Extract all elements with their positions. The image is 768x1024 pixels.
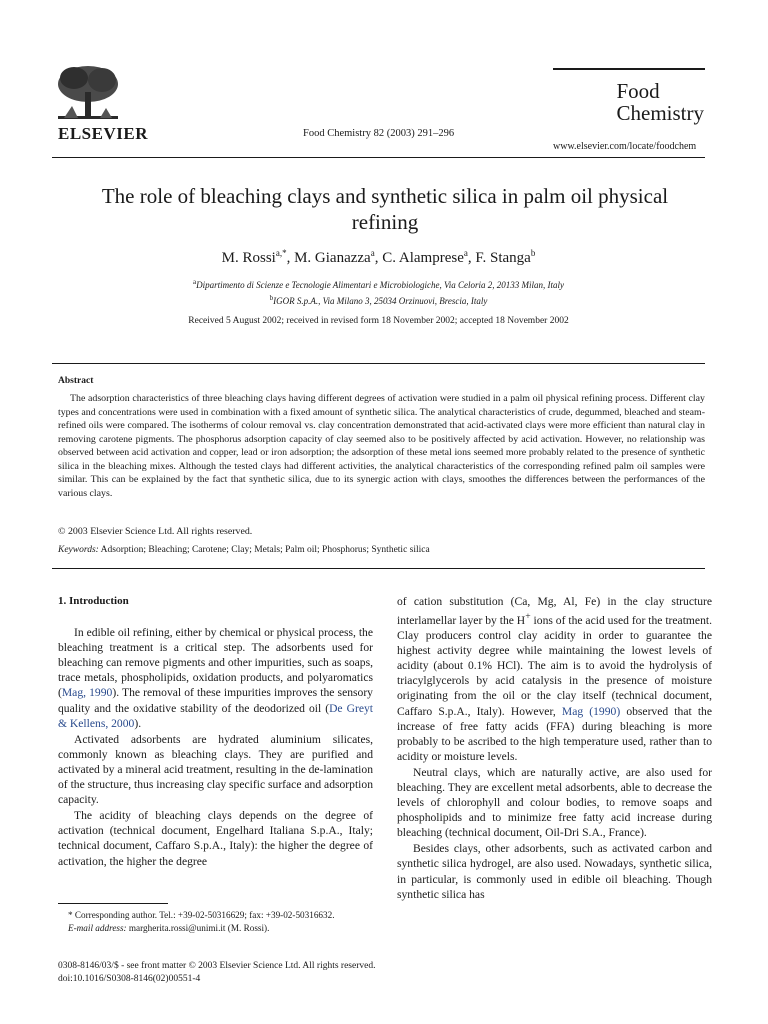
abstract-heading: Abstract xyxy=(58,376,94,386)
paragraph: In edible oil refining, either by chemical or physical process, the bleaching treatment is a critical step. The adsorbents used for bleaching can remove pigments and other impurities, such as soaps, trace metals, phospholipids, oxidation products, and polyaromatics (Mag, 1990). The removal of these impurities improves the sensory quality and the oxidative stability of the deodorized oil (De Greyt & Kellens, 2000). xyxy=(58,626,373,730)
journal-title-line2: Chemistry xyxy=(616,101,704,125)
affiliation-line: $^b$IGOR S.p.A., Via Milano 3, 25034 Orzinuovi, Brescia, Italy xyxy=(269,293,488,306)
abstract-body xyxy=(58,392,705,500)
abstract-bottom-divider xyxy=(52,568,705,569)
email-link[interactable]: margherita.rossi@unimi.it (M. Rossi). xyxy=(126,922,270,933)
author-name: C. Alamprese xyxy=(382,250,464,266)
author-affiliation-marker: a,* xyxy=(275,248,287,258)
abstract-text: The adsorption characteristics of three bleaching clays having different degrees of activation were studied in a palm oil physical refining process. Different clay types and concentrations were used in combination with a fixed amount of synthetic silica. The analytical characteristics of crude, degummed, bleached and steam-refined oils were compared. The isotherms of colour removal vs. clay concentration demonstrated that acid-activated clays were more efficient than natural clay in removing carotene pigments. The phosphorus adsorption capacity of clay seemed also to be positively affected by acid activation. However, no relationship was observed between acid activation and copper, lead or iron adsorption; the adsorption of these metal ions seemed more probably related to the presence of synthetic silica in the bleaching mixes. Although the tested clays had different activities, the analytical characteristics of the corresponding refined palm oil samples were similar. This can be explained by the fact that synthetic silica, due to its synergic action with clays, smoothes the differences between the performances of the various clays. xyxy=(58,393,705,499)
doi-line: doi:10.1016/S0308-8146(02)00551-4 xyxy=(58,974,201,984)
journal-title xyxy=(617,80,705,124)
paragraph: The acidity of bleaching clays depends on the degree of activation (technical document, Engelhard Italiana S.p.A., Italy; technical document, Caffaro S.p.A., Italy): the higher the degree of activation, the higher the degree xyxy=(58,809,373,868)
journal-divider xyxy=(553,68,705,70)
author-affiliation-marker: a xyxy=(463,248,468,258)
author-name: M. Rossi xyxy=(221,250,276,266)
header-divider xyxy=(52,157,705,158)
received-dates: Received 5 August 2002; received in revised form 18 November 2002; accepted 18 November 2002 xyxy=(188,316,569,326)
journal-title-line1: Food xyxy=(616,79,660,103)
keywords-line xyxy=(58,545,430,555)
article-title: The role of bleaching clays and synthetic silica in palm oil physical refining xyxy=(101,184,669,234)
left-column xyxy=(58,594,373,870)
section-heading-introduction: 1. Introduction xyxy=(58,595,129,607)
author-name: M. Gianazza xyxy=(294,250,371,266)
right-column xyxy=(397,594,712,903)
email-note: E-mail address: margherita.rossi@unimi.it (M. Rossi). xyxy=(68,922,270,933)
journal-citation: Food Chemistry 82 (2003) 291–296 xyxy=(303,128,455,139)
citation-link[interactable]: Mag (1990) xyxy=(561,704,621,718)
footnote xyxy=(58,909,373,934)
footnote-divider xyxy=(58,903,168,904)
paragraph: Activated adsorbents are hydrated aluminium silicates, commonly known as bleaching clays. They are purified and activated by a mineral acid treatment, resulting in the de-lamination of the structure, thus increasing clay specific surface and adsorption capacity. xyxy=(58,732,373,807)
author-name: F. Stanga xyxy=(475,250,531,266)
elsevier-tree-logo-icon xyxy=(52,62,124,124)
author-affiliation-marker: a xyxy=(370,248,375,258)
citation-link[interactable]: Mag, 1990 xyxy=(61,686,113,700)
paragraph: Neutral clays, which are naturally active, are also used for bleaching. They are excellent metal adsorbents, able to decrease the levels of chlorophyll and colour bodies, to remove soaps and phospholipids and to minimize free fatty acid increase during bleaching (technical document, Oil-Dri S.A., France). xyxy=(397,765,712,840)
keywords-list: Adsorption; Bleaching; Carotene; Clay; Metals; Palm oil; Phosphorus; Synthetic silica xyxy=(100,545,430,555)
affiliation-line: $^a$Dipartimento di Scienze e Tecnologie Alimentari e Microbiologiche, Via Celoria 2, 20133 Milan, Italy xyxy=(192,278,565,290)
publisher-name: ELSEVIER xyxy=(58,124,148,143)
citation-link[interactable]: De Greyt & Kellens, 2000 xyxy=(58,701,373,730)
abstract-top-divider xyxy=(52,363,705,364)
abstract-copyright: © 2003 Elsevier Science Ltd. All rights reserved. xyxy=(58,526,253,537)
journal-url-link[interactable]: www.elsevier.com/locate/foodchem xyxy=(553,141,697,152)
author-affiliation-marker: b xyxy=(530,248,536,258)
publication-meta xyxy=(58,960,375,986)
corresponding-author-note: * Corresponding author. Tel.: +39-02-50316629; fax: +39-02-50316632. xyxy=(68,910,335,920)
issn-line: 0308-8146/03/$ - see front matter © 2003 Elsevier Science Ltd. All rights reserved. xyxy=(58,961,376,971)
affiliations xyxy=(52,276,705,307)
author-list: M. Rossi$^{a,*}$, M. Gianazza$^a$, C. Alamprese$^a$, F. Stanga$^b$ xyxy=(221,248,536,266)
paragraph: Besides clays, other adsorbents, such as activated carbon and synthetic silica hydrogel, are also used. Nowadays, synthetic silica, in particular, is commonly used in edible oil bleaching. Though synthetic silica has xyxy=(397,842,712,901)
paragraph: of cation substitution (Ca, Mg, Al, Fe) in the clay structure interlamellar layer by the H+ ions of the acid used for the treatment. Clay producers control clay acidity in order to guarantee the highest activity degree while maintaining the lowest levels of acidity (about 0.1% HCl). The aim is to avoid the hydrolysis of triacylglycerols by acid catalysis in the presence of moisture originating from the oil or the clay itself (technical document, Caffaro S.p.A., Italy). However, Mag (1990) observed that the increase of free fatty acids (FFA) during bleaching is more probably to be ascribed to the high temperature used, rather than to acidity or moisture levels. xyxy=(397,595,712,763)
keywords-label: Keywords: xyxy=(58,545,99,555)
